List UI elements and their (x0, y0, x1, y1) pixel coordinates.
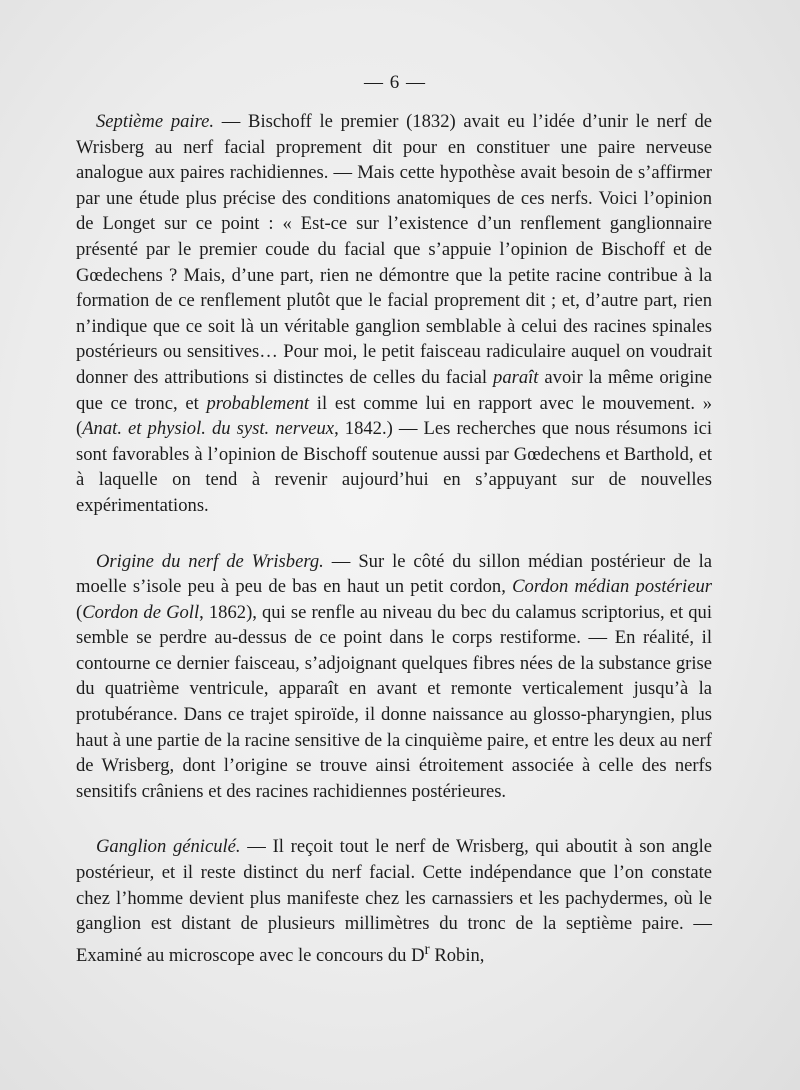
body-text (76, 109, 712, 969)
citation-title: Anat. et physiol. du syst. nerveux (82, 418, 335, 440)
section-heading: Septième paire. (96, 111, 215, 132)
text-run: — Bischoff le premier (1832) avait eu l’idée d’unir le nerf de Wrisberg au nerf facial proprement dit pour en constituer une paire nerveuse analogue aux paires rachidiennes. — Mais cette hypothèse avait besoin de s’affirmer par une étude plus précise des conditions anatomiques de ces nerfs. Voici l’opinion de Longet sur ce point : « Est-ce sur l’existence d’un renflement ganglionnaire présenté par le premier coude du facial que s’appuie l’opinion de Bischoff et de Gœdechens ? Mais, d’une part, rien ne démontre que la petite racine contribue à la formation de ce renflement plutôt que le facial proprement dit ; et, d’autre part, rien n’indique que ce soit là un véritable ganglion semblable à celui des racines spinales postérieurs ou sensitives… Pour moi, le petit faisceau radiculaire auquel on voudrait donner des attributions si distinctes de celles du facial (76, 111, 712, 388)
text-run: avoir la même origine que ce tronc, et (76, 366, 712, 414)
paragraph-origine-wrisberg (76, 549, 712, 805)
page-number: — 6 — (364, 72, 426, 93)
italic-run: paraît (493, 366, 539, 388)
text-run: , 1862), qui se renfle au niveau du bec du calamus scriptorius, et qui semble se perdre au-dessus de ce point dans le corps restiforme. — En réalité, il contourne ce dernier faisceau, s’adjoignant quelques fibres nées de la substance grise du quatrième ventricule, apparaît en avant et remonte verticalement jusqu’à la protubérance. Dans ce trajet spiroïde, il donne naissance au glosso-pharyngien, plus haut à une partie de la racine sensitive de la cinquième paire, et entre les deux au nerf de Wrisberg, dont l’origine se trouve ainsi étroitement associée à celle des nerfs sensitifs crâniens et des racines rachidiennes postérieures. (76, 601, 712, 802)
text-run: — Sur le côté du sillon médian postérieur de la moelle s’isole peu à peu de bas en haut un petit cordon, (76, 550, 712, 598)
section-heading: Origine du nerf de Wrisberg. (96, 550, 324, 572)
italic-run: Cordon de Goll (82, 601, 200, 623)
text-run: il est comme lui en rapport avec le mouvement. » ( (76, 392, 712, 440)
paragraph-ganglion-genicule (76, 834, 712, 968)
text-run: , 1842.) — Les recherches que nous résumons ici sont favorables à l’opinion de Bischoff soutenue aussi par Gœdechens et Barthold, et à laquelle on tend à revenir aujourd’hui en s’appuyant sur de nouvelles expérimentations. (76, 418, 713, 516)
italic-run: probablement (206, 392, 310, 414)
text-run: — Il reçoit tout le nerf de Wrisberg, qui aboutit à son angle postérieur, et il reste distinct du nerf facial. Cette indépendance que l’on constate chez l’homme devient plus manifeste chez les carnassiers et les pachydermes, où le ganglion est distant de plusieurs millimètres du tronc de la septième paire. — Examiné au microscope avec le concours du D (76, 836, 712, 966)
text-run: ( (76, 601, 83, 623)
section-heading: Ganglion géniculé. (96, 836, 241, 858)
text-run: Robin, (429, 945, 485, 966)
paragraph-septieme-paire (76, 109, 712, 519)
superscript-run: r (424, 940, 430, 958)
italic-run: Cordon médian postérieur (512, 576, 712, 598)
